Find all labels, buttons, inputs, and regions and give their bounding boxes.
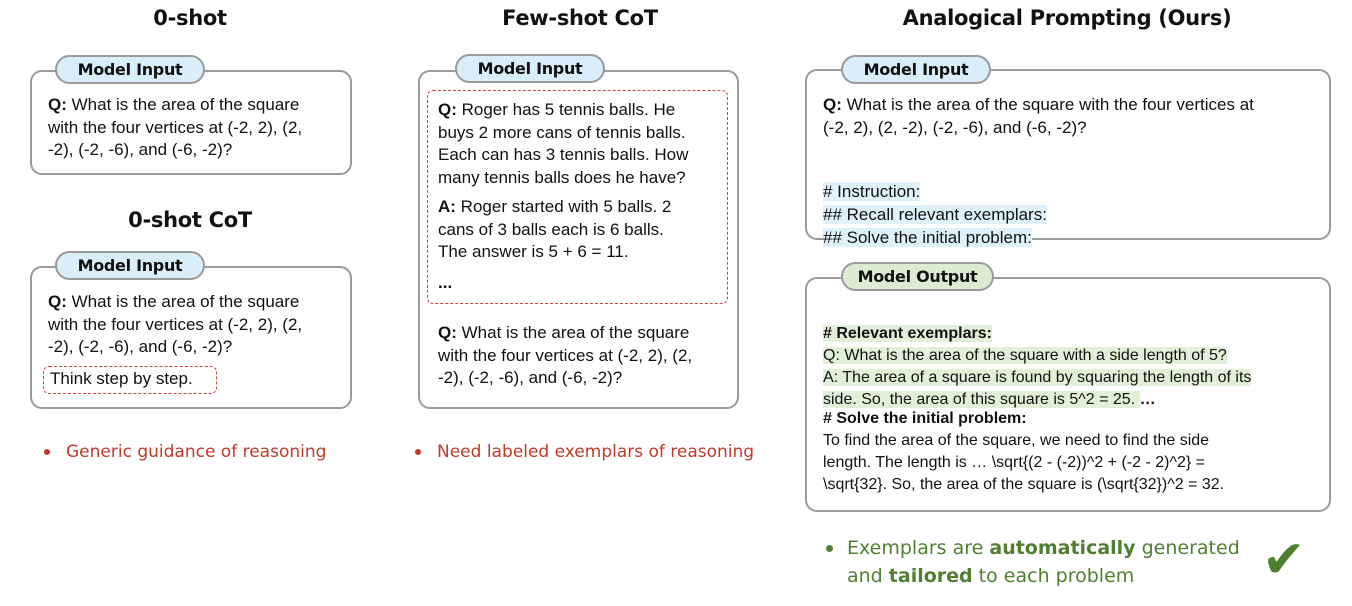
exemplar-ellipsis: ... bbox=[438, 273, 453, 292]
zero-shot-cot-question: Q: What is the area of the square with the four vertices at (-2, 2), (2, -2), (-2, -6), and (-6, -2)? bbox=[48, 292, 303, 356]
model-input-label: Model Input bbox=[55, 55, 205, 84]
exemplar-answer: A: Roger started with 5 balls. 2 cans of 3 balls each is 6 balls. The answer is 5 + 6 = 11. bbox=[438, 197, 672, 261]
exemplar-question: Q: Roger has 5 tennis balls. He buys 2 more cans of tennis balls. Each can has 3 tennis balls. How many tennis balls does he have? bbox=[438, 100, 689, 187]
few-shot-question: Q: What is the area of the square with the four vertices at (-2, 2), (2, -2), (-2, -6), and (-6, -2)? bbox=[438, 323, 693, 387]
bullet-labeled-exemplars: Need labeled exemplars of reasoning bbox=[415, 442, 754, 462]
instruction-block bbox=[823, 157, 1047, 249]
title-few-shot-cot: Few-shot CoT bbox=[502, 6, 658, 30]
bullet-generic-guidance: Generic guidance of reasoning bbox=[44, 442, 326, 462]
relevant-exemplars: # Relevant exemplars: Q: What is the area of the square with a side length of 5? A: The area of a square is found by squaring the length of its side. So, the area of this square is 5^2 = 25. … bbox=[823, 325, 1252, 408]
title-0-shot: 0-shot bbox=[153, 6, 227, 30]
instruction-line: ## Recall relevant exemplars: bbox=[823, 205, 1047, 224]
solve-initial-problem: # Solve the initial problem: To find the area of the square, we need to find the side length. The length is … \sqrt{(2 - (-2))^2 + (-2 - 2)^2} = \sqrt{32}. So, the area of the square is (\sqrt{32})^2 = 32. bbox=[823, 410, 1225, 493]
instruction-line: ## Solve the initial problem: bbox=[823, 228, 1032, 247]
analogical-question: Q: What is the area of the square with the four vertices at (-2, 2), (2, -2), (-2, -6), and (-6, -2)? bbox=[823, 95, 1254, 137]
model-input-label: Model Input bbox=[841, 55, 991, 84]
model-input-label: Model Input bbox=[55, 251, 205, 280]
bullet-automatic-exemplars: Exemplars are automatically generated and tailored to each problem bbox=[826, 534, 1240, 590]
model-input-label: Model Input bbox=[455, 54, 605, 83]
instruction-line: # Instruction: bbox=[823, 182, 921, 201]
checkmark-icon: ✔ bbox=[1262, 531, 1306, 589]
title-analogical: Analogical Prompting (Ours) bbox=[902, 6, 1232, 30]
zero-shot-question: Q: What is the area of the square with the four vertices at (-2, 2), (2, -2), (-2, -6), and (-6, -2)? bbox=[48, 95, 303, 159]
title-0-shot-cot: 0-shot CoT bbox=[128, 208, 252, 232]
model-output-label: Model Output bbox=[841, 262, 994, 291]
think-step-prompt: Think step by step. bbox=[50, 369, 193, 388]
